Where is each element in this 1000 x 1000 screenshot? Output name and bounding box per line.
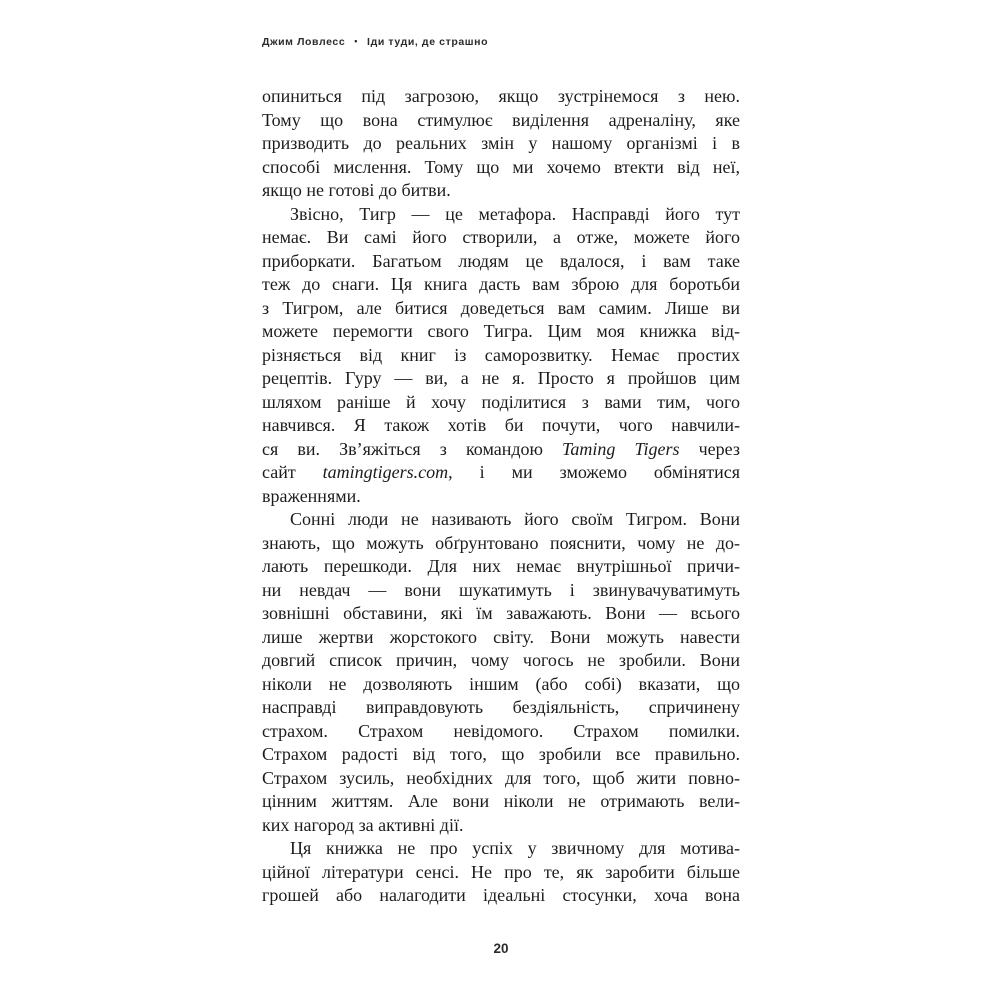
page-footer bbox=[262, 941, 740, 956]
text-line bbox=[262, 414, 740, 438]
text-line bbox=[262, 673, 740, 697]
text-line bbox=[262, 555, 740, 579]
paragraph bbox=[262, 203, 740, 509]
text-line bbox=[262, 132, 740, 156]
text-segment: Звісно, Тигр — це метафора. Насправді його тут bbox=[290, 203, 740, 224]
text-line bbox=[262, 85, 740, 109]
text-segment: ких нагород за активні дії. bbox=[262, 814, 464, 835]
text-line bbox=[262, 485, 740, 509]
paragraph bbox=[262, 85, 740, 203]
text-segment: Страхом зусиль, необхідних для того, щоб жити повно- bbox=[262, 767, 740, 788]
text-segment: ніколи не дозволяють іншим (або собі) вказати, що bbox=[262, 673, 740, 694]
text-segment: ни невдач — вони шукатимуть і звинувачуватимуть bbox=[262, 579, 740, 600]
text-line bbox=[262, 508, 740, 532]
paragraph bbox=[262, 508, 740, 837]
text-line bbox=[262, 320, 740, 344]
text-segment: різняється від книг із саморозвитку. Немає простих bbox=[262, 344, 740, 365]
text-line bbox=[262, 532, 740, 556]
text-line bbox=[262, 273, 740, 297]
text-segment: якщо не готові до битви. bbox=[262, 180, 451, 200]
text-segment: , і ми зможемо обмінятися bbox=[448, 462, 740, 482]
text-segment: лише жертви жорстокого світу. Вони можуть навести bbox=[262, 626, 740, 647]
text-line bbox=[262, 790, 740, 814]
text-segment: Сонні люди не називають його своїм Тигром. Вони bbox=[290, 509, 740, 529]
text-segment: зовнішні обставини, які їм заважають. Вони — всього bbox=[262, 603, 740, 623]
header-separator-bullet: • bbox=[354, 36, 359, 46]
text-line bbox=[262, 720, 740, 744]
text-line bbox=[262, 884, 740, 908]
text-segment: немає. Ви самі його створили, а отже, можете його bbox=[262, 227, 740, 247]
text-segment: знають, що можуть обґрунтовано пояснити, чому не до- bbox=[262, 532, 740, 553]
text-line bbox=[262, 367, 740, 391]
text-segment: ся ви. Зв’яжіться з командою bbox=[262, 438, 563, 459]
text-segment: довгий список причин, чому чогось не зробили. Вони bbox=[262, 650, 740, 670]
text-segment: Тому що вона стимулює виділення адреналіну, яке bbox=[262, 109, 740, 130]
text-line bbox=[262, 861, 740, 885]
text-line bbox=[262, 461, 740, 485]
text-segment: Ця книжка не про успіх у звичному для мотива- bbox=[290, 838, 740, 858]
text-line bbox=[262, 626, 740, 650]
text-line bbox=[262, 344, 740, 368]
text-segment: рецептів. Гуру — ви, а не я. Просто я пройшов цим bbox=[262, 368, 740, 388]
italic-text-segment: tamingtigers.com bbox=[322, 462, 449, 482]
text-segment: насправді виправдовують бездіяльність, спричинену bbox=[262, 697, 740, 717]
text-line bbox=[262, 179, 740, 203]
text-segment: через bbox=[679, 438, 740, 459]
text-segment: грошей або налагодити ідеальні стосунки, хоча вона bbox=[262, 885, 740, 905]
text-line bbox=[262, 226, 740, 250]
text-segment: страхом. Страхом невідомого. Страхом помилки. bbox=[262, 720, 740, 741]
text-line bbox=[262, 438, 740, 462]
text-segment: теж до снаги. Ця книга дасть вам зброю для боротьби bbox=[262, 274, 740, 294]
text-segment: лають перешкоди. Для них немає внутрішньої причи- bbox=[262, 556, 740, 576]
italic-text-segment: Taming Tigers bbox=[562, 438, 680, 459]
text-line bbox=[262, 250, 740, 274]
text-segment: враженнями. bbox=[262, 485, 361, 506]
text-segment: цінним життям. Але вони ніколи не отримають вели- bbox=[262, 791, 740, 811]
running-header bbox=[262, 36, 488, 48]
text-line bbox=[262, 579, 740, 603]
text-segment: сайт bbox=[262, 462, 323, 482]
body-text bbox=[262, 85, 740, 908]
text-segment: шляхом раніше й хочу поділитися з вами тим, чого bbox=[262, 391, 740, 412]
text-segment: способі мислення. Тому що ми хочемо втекти від неї, bbox=[262, 156, 740, 177]
header-author: Джим Ловлесс bbox=[262, 36, 346, 48]
text-line bbox=[262, 767, 740, 791]
text-segment: приборкати. Багатьом людям це вдалося, і вам таке bbox=[262, 250, 740, 271]
text-line bbox=[262, 743, 740, 767]
text-segment: з Тигром, але битися доведеться вам самим. Лише ви bbox=[262, 297, 740, 318]
text-line bbox=[262, 696, 740, 720]
text-line bbox=[262, 649, 740, 673]
header-book-title: Іди туди, де страшно bbox=[367, 36, 489, 48]
text-segment: можете перемогти свого Тигра. Цим моя книжка від- bbox=[262, 321, 740, 341]
text-line bbox=[262, 837, 740, 861]
page-number: 20 bbox=[493, 941, 509, 956]
text-line bbox=[262, 203, 740, 227]
paragraph bbox=[262, 837, 740, 908]
text-segment: призводить до реальних змін у нашому організмі і в bbox=[262, 133, 740, 153]
text-line bbox=[262, 391, 740, 415]
text-segment: навчився. Я також хотів би почути, чого навчили- bbox=[262, 415, 740, 435]
text-line bbox=[262, 109, 740, 133]
text-line bbox=[262, 156, 740, 180]
text-line bbox=[262, 297, 740, 321]
text-segment: ційної літератури сенсі. Не про те, як заробити більше bbox=[262, 861, 740, 882]
text-segment: опиниться під загрозою, якщо зустрінемося з нею. bbox=[262, 86, 740, 106]
text-line bbox=[262, 602, 740, 626]
text-line bbox=[262, 814, 740, 838]
text-segment: Страхом радості від того, що зробили все правильно. bbox=[262, 744, 740, 764]
